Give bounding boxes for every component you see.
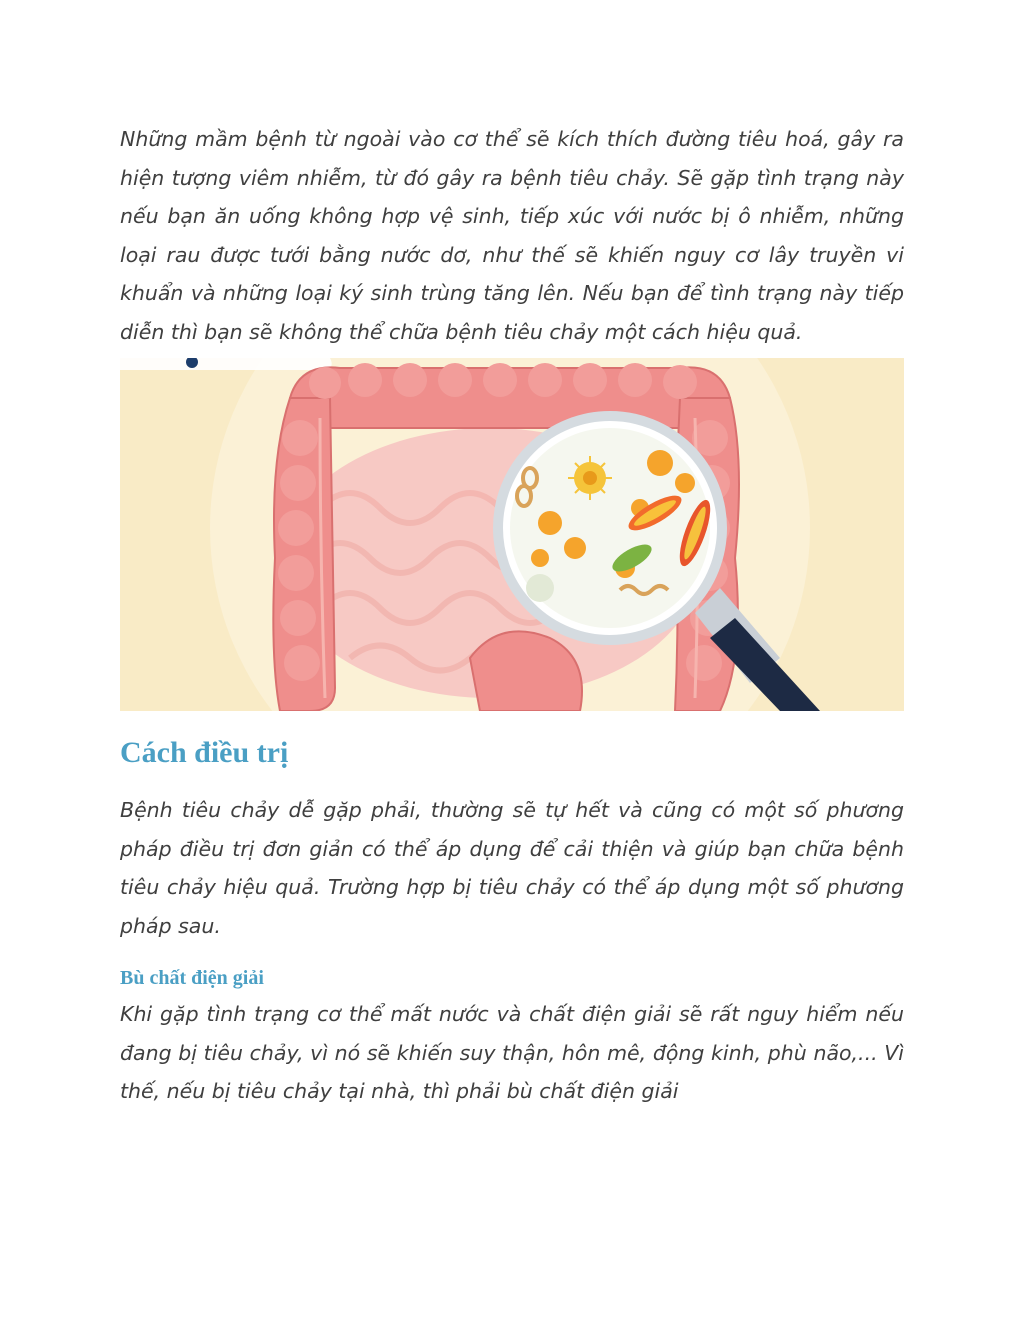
document-page: [120, 120, 904, 1111]
treatment-paragraph: Bệnh tiêu chảy dễ gặp phải, thường sẽ tự hết và cũng có một số phương pháp điều trị đơn giản có thể áp dụng để cải thiện và giúp bạn chữa bệnh tiêu chảy hiệu quả. Trường hợp bị tiêu chảy có thể áp dụng một số phương pháp sau.: [120, 798, 904, 938]
electrolyte-paragraph: Khi gặp tình trạng cơ thể mất nước và chất điện giải sẽ rất nguy hiểm nếu đang bị tiêu chảy, vì nó sẽ khiến suy thận, hôn mê, động kinh, phù não,... Vì thế, nếu bị tiêu chảy tại nhà, thì phải bù chất điện giải: [120, 1002, 904, 1103]
intestine-illustration: [120, 358, 904, 711]
intro-paragraph: Những mầm bệnh từ ngoài vào cơ thể sẽ kích thích đường tiêu hoá, gây ra hiện tượng viêm nhiễm, từ đó gây ra bệnh tiêu chảy. Sẽ gặp tình trạng này nếu bạn ăn uống không hợp vệ sinh, tiếp xúc với nước bị ô nhiễm, những loại rau được tưới bằng nước dơ, như thế sẽ khiến nguy cơ lây truyền vi khuẩn và những loại ký sinh trùng tăng lên. Nếu bạn để tình trạng này tiếp diễn thì bạn sẽ không thể chữa bệnh tiêu chảy một cách hiệu quả.: [120, 127, 904, 344]
heading-electrolyte: Bù chất điện giải: [120, 967, 264, 989]
heading-treatment: Cách điều trị: [120, 736, 289, 769]
